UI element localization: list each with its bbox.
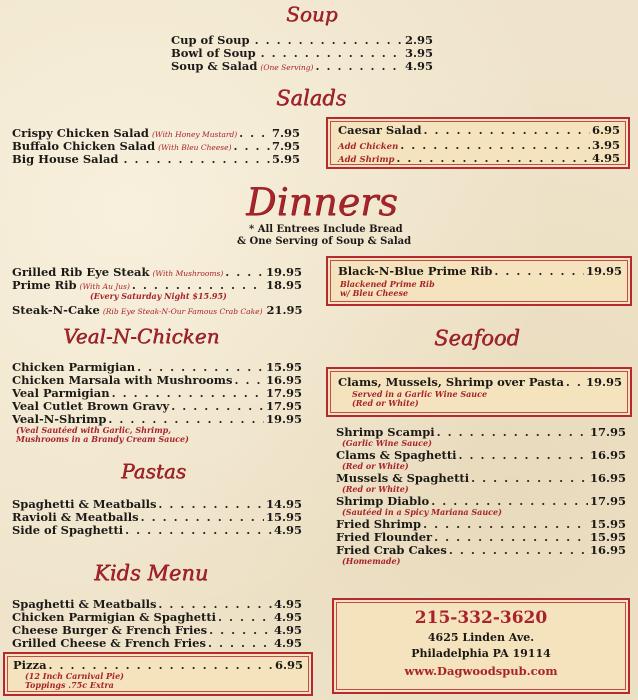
seafood-featured-box [326,367,632,417]
website-link[interactable]: www.Dagwoodspub.com [404,664,558,678]
seafood-note: (Red or White) [342,461,409,471]
soup-heading: Soup [286,2,338,26]
veal-shrimp-note: Mushrooms in a Brandy Cream Sauce) [16,434,189,444]
prime-rib-note: (Every Saturday Night $15.95) [90,291,227,301]
seafood-note: (Garlic Wine Sauce) [342,438,432,448]
menu-item: Shrimp Scampi . . . 17.95 [336,426,626,439]
menu-item: Veal Cutlet Brown Gravy . . . 17.95 [12,400,302,413]
pizza-box [3,652,313,696]
menu-item: Crispy Chicken Salad (With Honey Mustard) . . . 7.95 [12,127,300,141]
caesar-salad-box [326,117,630,169]
menu-item: Side of Spaghetti . . . 4.95 [12,524,302,537]
seafood-note: (Homemade) [342,556,401,566]
menu-item: Ravioli & Meatballs . . . 15.95 [12,511,302,524]
special-note: Blackened Prime Rib [340,279,435,289]
menu-item: Chicken Parmigian & Spaghetti . . . 4.95 [12,611,302,624]
menu-item: Buffalo Chicken Salad (With Bleu Cheese) . . . 7.95 [12,140,300,154]
dinners-note-line2: & One Serving of Soup & Salad [237,236,412,247]
menu-item: Big House Salad . . . 5.95 [12,153,300,166]
pastas-heading: Pastas [121,459,186,483]
menu-item: Spaghetti & Meatballs . . . 14.95 [12,498,302,511]
menu-item: Caesar Salad . . . 6.95 [338,124,620,137]
salads-heading: Salads [276,86,347,110]
contact-box [332,598,630,694]
menu-item: Clams, Mussels, Shrimp over Pasta . . . 19.95 [338,376,622,389]
featured-note: (Red or White) [352,398,419,408]
menu-item: Soup & Salad (One Serving) . . . 4.95 [171,60,433,74]
pizza-note: Toppings .75c Extra [25,680,114,690]
menu-item: Cheese Burger & French Fries . . . 4.95 [12,624,302,637]
menu-item: Chicken Marsala with Mushrooms . . . 16.95 [12,374,302,387]
veal-chicken-heading: Veal-N-Chicken [63,324,220,348]
city-address: Philadelphia PA 19114 [411,647,551,660]
menu-item: Shrimp Diablo . . . 17.95 [336,495,626,508]
menu-item: Clams & Spaghetti . . . 16.95 [336,449,626,462]
phone-number: 215-332-3620 [414,608,548,628]
addon-item: Add Shrimp . . . 4.95 [338,152,620,167]
pizza-note: (12 Inch Carnival Pie) [25,671,124,681]
menu-item: Cup of Soup . . . 2.95 [171,34,433,47]
kids-menu-heading: Kids Menu [94,561,209,585]
menu-item: Bowl of Soup . . . 3.95 [171,47,433,60]
menu-item: Veal Parmigian . . . 17.95 [12,387,302,400]
menu-item: Black-N-Blue Prime Rib . . . 19.95 [338,265,622,278]
menu-item: Mussels & Spaghetti . . . 16.95 [336,472,626,485]
menu-item: Grilled Rib Eye Steak (With Mushrooms) . . . 19.95 [12,266,302,280]
addon-item: Add Chicken . . . 3.95 [338,139,620,154]
menu-item: Pizza . . . 6.95 [13,659,303,672]
menu-item: Fried Flounder . . . 15.95 [336,531,626,544]
black-n-blue-box [326,256,632,306]
menu-item: Fried Shrimp . . . 15.95 [336,518,626,531]
special-note: w/ Bleu Cheese [340,288,409,298]
seafood-note: (Sautéed in a Spicy Mariana Sauce) [342,507,502,517]
seafood-heading: Seafood [434,326,520,350]
menu-item: Prime Rib (With Au Jus) . . . 18.95 [12,279,302,293]
menu-item: Fried Crab Cakes . . . 16.95 [336,544,626,557]
menu-item: Steak-N-Cake (Rib Eye Steak-N-Our Famous Crab Cake) 21.95 [12,303,303,317]
dinners-note-line1: * All Entrees Include Bread [249,224,403,235]
featured-note: Served in a Garlic Wine Sauce [352,389,488,399]
dinners-heading: Dinners [246,180,398,224]
seafood-note: (Red or White) [342,484,409,494]
menu-item: Veal-N-Shrimp . . . 19.95 [12,413,302,426]
menu-item: Chicken Parmigian . . . 15.95 [12,361,302,374]
veal-shrimp-note: (Veal Sautéed with Garlic, Shrimp, [16,425,172,435]
menu-item: Grilled Cheese & French Fries . . . 4.95 [12,637,302,650]
menu-item: Spaghetti & Meatballs . . . 4.95 [12,598,302,611]
street-address: 4625 Linden Ave. [427,631,535,644]
